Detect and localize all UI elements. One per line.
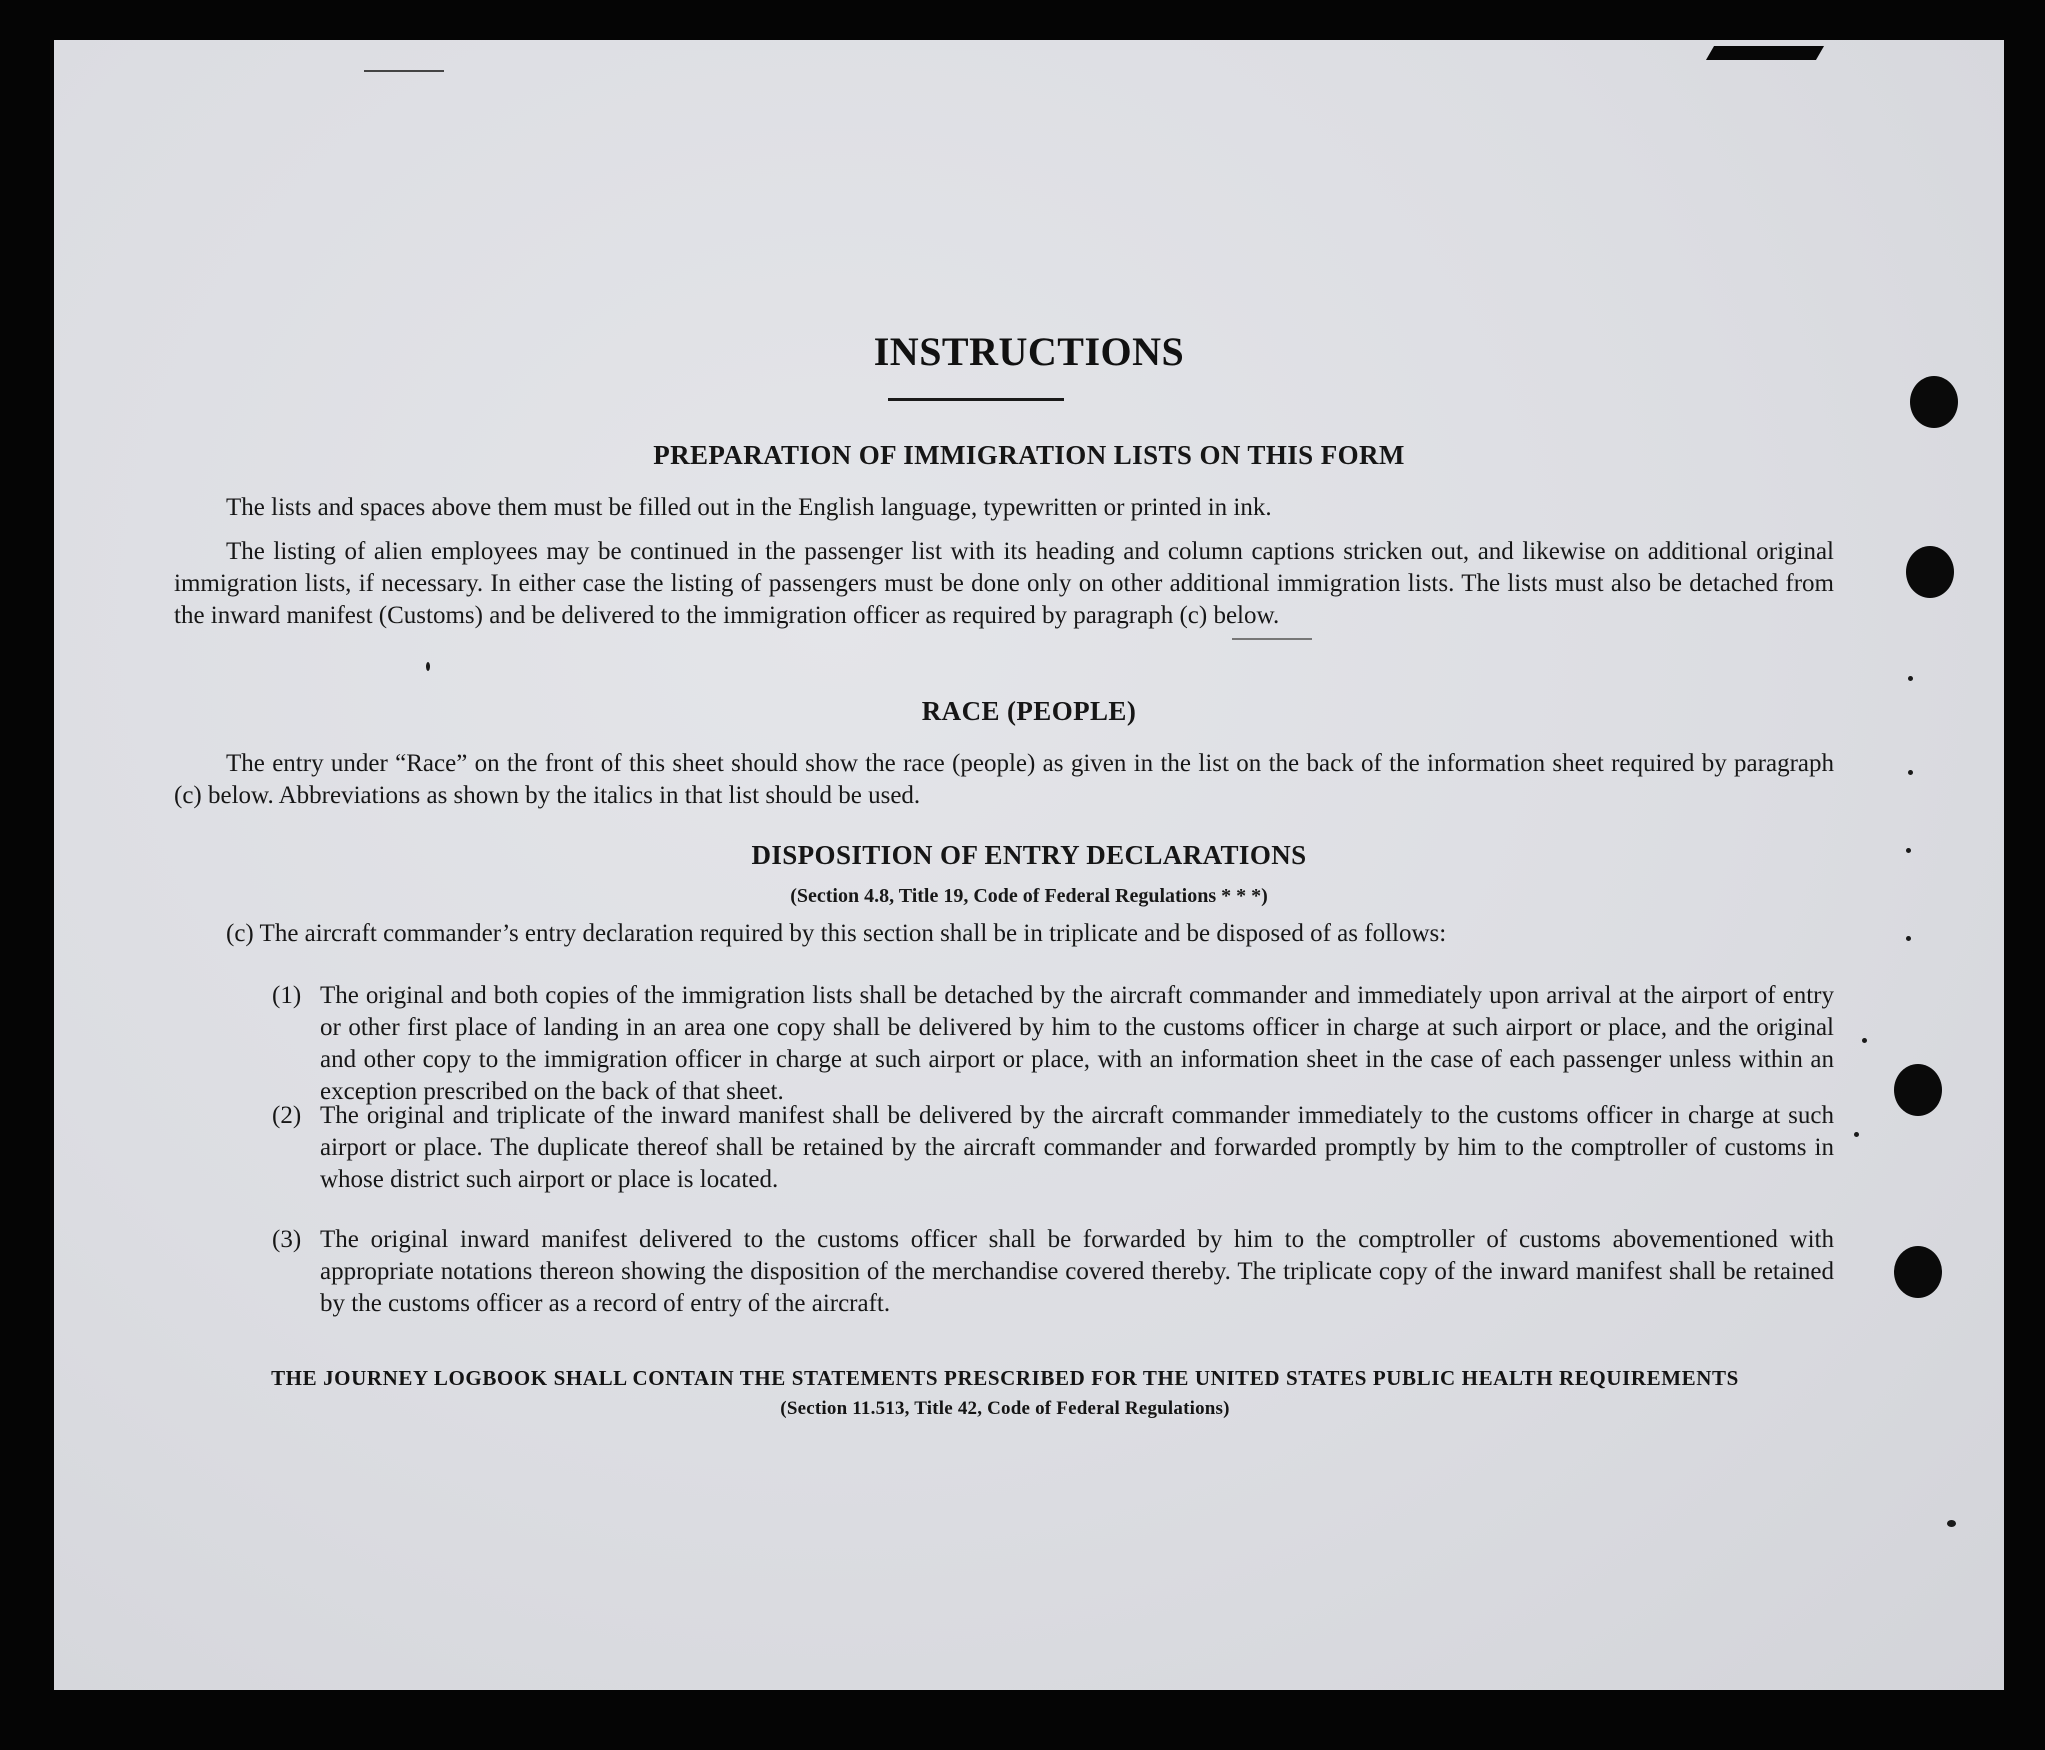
document-sheet [54, 40, 2004, 1690]
paragraph-filled-out: The lists and spaces above them must be filled out in the English language, typewritten or printed in ink. [226, 494, 1272, 521]
list-item-2 [272, 1100, 1834, 1196]
paper-tear [1706, 46, 1824, 60]
scan-speck [426, 662, 430, 671]
paragraph-alien-employees: The listing of alien employees may be continued in the passenger list with its heading and column captions stricken out, and likewise on additional original immigration lists, if necessary. In either case the listing of passengers must be done only on other additional immigration lists. The lists must also be detached from the inward manifest (Customs) and be delivered to the immigration officer as required by paragraph (c) below. [174, 538, 1834, 629]
paragraph-race-entry: The entry under “Race” on the front of this sheet should show the race (people) as given in the list on the back of the information sheet required by paragraph (c) below. Abbreviations as shown by the italics in that list should be used. [174, 750, 1834, 809]
section-heading-preparation: PREPARATION OF IMMIGRATION LISTS ON THIS FORM [653, 440, 1405, 470]
list-item-text: The original and triplicate of the inward manifest shall be delivered by the aircraft commander immediately to the customs officer in charge at such airport or place. The duplicate thereof shall be retained by the aircraft commander and forwarded promptly by him to the comptroller of customs in whose district such airport or place is located. [320, 1102, 1834, 1193]
scan-smudge [364, 70, 444, 72]
scan-speck [1906, 848, 1911, 853]
scan-speck [1854, 1132, 1859, 1137]
list-item-1 [272, 980, 1834, 1108]
list-item-number: (3) [272, 1226, 302, 1253]
scan-speck [1908, 676, 1913, 681]
punch-hole [1894, 1064, 1942, 1116]
list-item-text: The original and both copies of the immigration lists shall be detached by the aircraft commander and immediately upon arrival at the airport of entry or other first place of landing in an area one copy shall be delivered by him to the customs officer in charge at such airport or place, and the original and other copy to the immigration officer in charge at such airport or place, with an information sheet in the case of each passenger unless within an exception prescribed on the back of that sheet. [320, 982, 1834, 1105]
punch-hole [1906, 546, 1954, 598]
scan-speck [1862, 1038, 1867, 1043]
scan-speck [1906, 936, 1911, 941]
section-heading-disposition: DISPOSITION OF ENTRY DECLARATIONS [751, 840, 1307, 870]
title-underline [888, 398, 1064, 401]
section-heading-race: RACE (PEOPLE) [921, 696, 1137, 726]
list-item-number: (2) [272, 1102, 302, 1129]
footer-citation: (Section 11.513, Title 42, Code of Federal Regulations) [780, 1398, 1230, 1419]
section-subheading-citation: (Section 4.8, Title 19, Code of Federal Regulations * * *) [790, 885, 1268, 907]
list-item-3 [272, 1224, 1834, 1320]
list-item-number: (1) [272, 982, 302, 1009]
scan-speck [1908, 770, 1913, 775]
list-item-text: The original inward manifest delivered to the customs officer shall be forwarded by him to the comptroller of customs abovementioned with appropriate notations thereon showing the disposition of the merchandise covered thereby. The triplicate copy of the inward manifest shall be retained by the customs officer as a record of entry of the aircraft. [320, 1226, 1834, 1317]
scan-speck [1947, 1520, 1956, 1527]
punch-hole [1894, 1246, 1942, 1298]
paragraph-intro-c: (c) The aircraft commander’s entry declaration required by this section shall be in triplicate and be disposed of as follows: [226, 920, 1447, 947]
scan-smudge [1232, 638, 1312, 640]
document-title: INSTRUCTIONS [873, 329, 1185, 374]
footer-health-requirements: THE JOURNEY LOGBOOK SHALL CONTAIN THE STATEMENTS PRESCRIBED FOR THE UNITED STATES PUBLIC HEALTH REQUIREMENTS [271, 1366, 1739, 1390]
punch-hole [1910, 376, 1958, 428]
